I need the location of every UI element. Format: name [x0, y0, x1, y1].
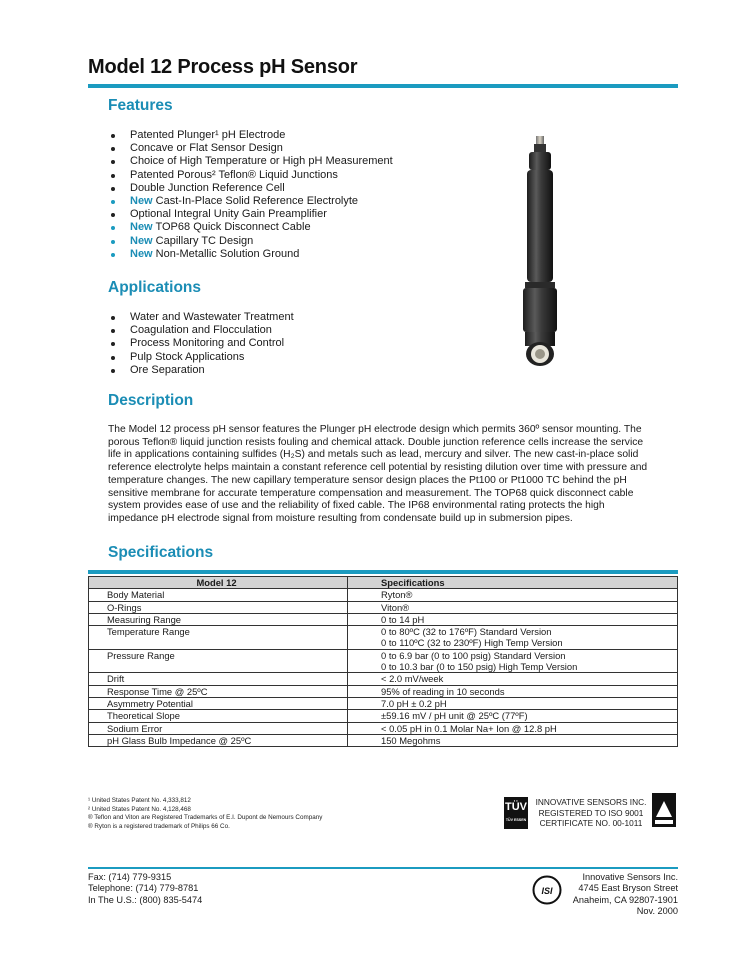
- specifications-divider: [88, 570, 678, 574]
- spec-label: pH Glass Bulb Impedance @ 25ºC: [89, 734, 348, 746]
- table-row: [89, 697, 678, 709]
- spec-label: Pressure Range: [89, 649, 348, 673]
- feature-item: New Cast-In-Place Solid Reference Electrolyte: [108, 195, 393, 208]
- column-header-specifications: Specifications: [348, 577, 678, 589]
- contact-info: [88, 872, 202, 906]
- svg-text:ISI: ISI: [541, 886, 553, 896]
- publish-date: Nov. 2000: [636, 905, 678, 916]
- spec-value: 7.0 pH ± 0.2 pH: [348, 697, 678, 709]
- table-row: [89, 626, 678, 650]
- spec-label: Asymmetry Potential: [89, 697, 348, 709]
- application-item: Coagulation and Flocculation: [108, 324, 294, 337]
- company-address: [573, 872, 678, 917]
- feature-item: Patented Porous² Teflon® Liquid Junctions: [108, 169, 393, 182]
- table-row: [89, 685, 678, 697]
- table-row: [89, 734, 678, 746]
- table-row: [89, 601, 678, 613]
- table-row: [89, 589, 678, 601]
- spec-label: Body Material: [89, 589, 348, 601]
- table-row: [89, 649, 678, 673]
- table-header-row: [89, 577, 678, 589]
- feature-item: New Capillary TC Design: [108, 235, 393, 248]
- specifications-heading: Specifications: [108, 544, 214, 561]
- features-heading: Features: [108, 97, 173, 114]
- spec-label: O-Rings: [89, 601, 348, 613]
- footnote: ® Ryton is a registered trademark of Philips 66 Co.: [88, 822, 230, 830]
- spec-label: Theoretical Slope: [89, 710, 348, 722]
- spec-value: < 0.05 pH in 0.1 Molar Na+ Ion @ 12.8 pH: [348, 722, 678, 734]
- spec-value: 0 to 80ºC (32 to 176ºF) Standard Version 0 to 110ºC (32 to 230ºF) High Temp Version: [348, 626, 678, 650]
- spec-value: 0 to 14 pH: [348, 613, 678, 625]
- feature-item: Concave or Flat Sensor Design: [108, 142, 393, 155]
- description-line: system provides ease of use and the reliability of fixed cable. The IP68 environmental rating protects the high: [108, 500, 605, 512]
- application-item: Water and Wastewater Treatment: [108, 311, 294, 324]
- footer-divider: [88, 867, 678, 869]
- ansi-rab-logo: [652, 793, 676, 827]
- column-header-model: Model 12: [89, 577, 348, 589]
- company-name: Innovative Sensors Inc.: [582, 872, 678, 882]
- feature-item: New TOP68 Quick Disconnect Cable: [108, 221, 393, 234]
- isi-logo-icon: [532, 875, 562, 905]
- fax-number: Fax: (714) 779-9315: [88, 872, 172, 882]
- applications-list: [108, 311, 294, 377]
- company-city: Anaheim, CA 92807-1901: [572, 894, 678, 905]
- spec-label: Measuring Range: [89, 613, 348, 625]
- title-divider: [88, 84, 678, 88]
- ph-sensor-photo: [506, 136, 572, 372]
- description-line: The Model 12 process pH sensor features the Plunger pH electrode design which permits 360º sensor mounting. The: [108, 424, 642, 435]
- page-title: Model 12 Process pH Sensor: [88, 56, 358, 78]
- tuv-logo: TÜV TÜV ESSEN: [504, 797, 528, 829]
- description-line: life in applications containing sulfides (H₂S) and metals such as lead, mercury and silver. The new cast-in-place solid: [108, 449, 639, 461]
- spec-value: 0 to 6.9 bar (0 to 100 psig) Standard Version 0 to 10.3 bar (0 to 150 psig) High Temp Version: [348, 649, 678, 673]
- table-row: [89, 710, 678, 722]
- description-line: impedance pH electrode signal from moisture resulting from condensate build up in submersion pipes.: [108, 512, 573, 524]
- spec-value: 150 Megohms: [348, 734, 678, 746]
- spec-label: Sodium Error: [89, 722, 348, 734]
- footnote: ² United States Patent No. 4,128,468: [88, 805, 191, 813]
- certification-text: INNOVATIVE SENSORS INC. REGISTERED TO ISO 9001 CERTIFICATE NO. 00-1011: [535, 797, 647, 829]
- description-line: reference electrolyte helps maintain a constant reference cell potential by resisting dilution over time with pressure and: [108, 462, 648, 474]
- spec-label: Response Time @ 25ºC: [89, 685, 348, 697]
- feature-item: Choice of High Temperature or High pH Measurement: [108, 155, 393, 168]
- features-list: [108, 129, 393, 261]
- description-line: temperature changes. The new capillary temperature sensor design places the Pt100 or Pt1000 TC behind the pH: [108, 474, 627, 486]
- iso-certification: [504, 793, 676, 835]
- feature-item: New Non-Metallic Solution Ground: [108, 248, 393, 261]
- applications-heading: Applications: [108, 279, 202, 296]
- description-line: sensitive membrane for accurate temperature compensation and measurement. The TOP68 quick disconnect cable: [108, 487, 634, 499]
- footnote: ¹ United States Patent No. 4,333,812: [88, 797, 191, 804]
- company-street: 4745 East Bryson Street: [578, 883, 678, 894]
- feature-item: Double Junction Reference Cell: [108, 182, 393, 195]
- spec-value: ±59.16 mV / pH unit @ 25ºC (77ºF): [348, 710, 678, 722]
- feature-item: Optional Integral Unity Gain Preamplifier: [108, 208, 393, 221]
- description-heading: Description: [108, 392, 194, 409]
- specifications-table: [88, 576, 678, 747]
- telephone-number: Telephone: (714) 779-8781: [88, 883, 199, 894]
- spec-value: 95% of reading in 10 seconds: [348, 685, 678, 697]
- spec-label: Drift: [89, 673, 348, 685]
- application-item: Process Monitoring and Control: [108, 337, 294, 350]
- us-toll-free-number: In The U.S.: (800) 835-5474: [88, 894, 203, 905]
- spec-label: Temperature Range: [89, 626, 348, 650]
- application-item: Pulp Stock Applications: [108, 351, 294, 364]
- spec-value: Ryton®: [348, 589, 678, 601]
- table-row: [89, 722, 678, 734]
- spec-value: < 2.0 mV/week: [348, 673, 678, 685]
- footnotes: [88, 797, 322, 831]
- table-row: [89, 613, 678, 625]
- application-item: Ore Separation: [108, 364, 294, 377]
- footnote: ® Teflon and Viton are Registered Trademarks of E.I. Dupont de Nemours Company: [88, 814, 323, 822]
- description-body: [108, 424, 679, 526]
- spec-value: Viton®: [348, 601, 678, 613]
- feature-item: Patented Plunger¹ pH Electrode: [108, 129, 393, 142]
- table-row: [89, 673, 678, 685]
- description-line: porous Teflon® liquid junction resists fouling and chemical attack. Double junction reference cells increase the service: [108, 436, 644, 448]
